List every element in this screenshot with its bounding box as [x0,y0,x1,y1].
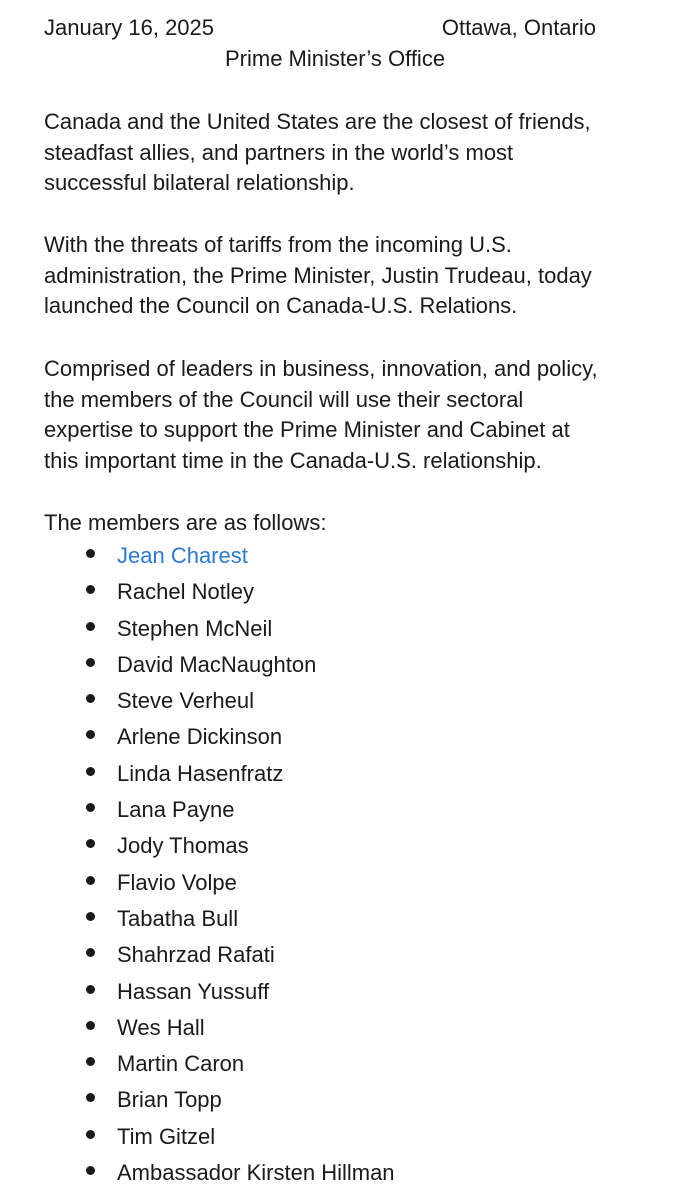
member-name: Brian Topp [117,1087,222,1113]
bullet-icon [86,1130,95,1139]
member-name: Arlene Dickinson [117,724,283,750]
member-link-jean-charest[interactable]: Jean Charest [117,543,248,568]
bullet-icon [86,730,95,739]
bullet-icon [86,767,95,776]
member-name: Steve Verheul [117,688,254,714]
paragraph-line: With the threats of tariffs from the incoming U.S. [44,232,512,257]
paragraph-line: launched the Council on Canada-U.S. Relations. [44,293,518,318]
bullet-icon [86,876,95,885]
bullet-icon [86,1093,95,1102]
member-name: Wes Hall [117,1014,205,1040]
bullet-icon [86,985,95,994]
bullet-icon [86,694,95,703]
issuing-office: Prime Minister’s Office [225,46,446,71]
member-name: Martin Caron [117,1051,245,1077]
bullet-icon [86,1057,95,1066]
bullet-icon [86,585,95,594]
member-name: Tim Gitzel [117,1123,216,1149]
member-name: Ambassador Kirsten Hillman [117,1160,395,1186]
paragraph-line: the members of the Council will use their sectoral [44,386,524,412]
bullet-icon [86,803,95,812]
bullet-icon [86,1166,95,1175]
paragraph-line: this important time in the Canada-U.S. relationship. [44,447,542,473]
paragraph-council-composition [44,354,664,476]
paragraph-line: expertise to support the Prime Minister and Cabinet at [44,417,570,442]
member-name: David MacNaughton [117,651,317,677]
members-intro: The members are as follows: [44,510,327,535]
member-name: Shahrzad Rafati [117,942,275,968]
bullet-icon [86,948,95,957]
member-name: Lana Payne [117,797,235,823]
paragraph-line: steadfast allies, and partners in the world’s most [44,139,514,165]
member-name: Stephen McNeil [117,615,273,641]
bullet-icon [86,839,95,848]
bullet-icon [86,658,95,667]
bullet-icon [86,1021,95,1030]
paragraph-friendship [44,107,664,199]
member-name: Linda Hasenfratz [117,760,284,786]
paragraph-line: administration, the Prime Minister, Justin Trudeau, today [44,262,592,288]
paragraph-council-launch [44,230,664,322]
bullet-icon [86,912,95,921]
release-date: January 16, 2025 [44,15,215,40]
paragraph-line: Canada and the United States are the closest of friends, [44,109,591,134]
member-name: Flavio Volpe [117,869,237,895]
release-location: Ottawa, Ontario [441,15,596,40]
paragraph-line: Comprised of leaders in business, innovation, and policy, [44,356,598,381]
paragraph-line: successful bilateral relationship. [44,170,355,195]
member-name: Hassan Yussuff [117,978,270,1004]
member-name: Rachel Notley [117,579,254,605]
bullet-icon [86,549,95,558]
member-name: Tabatha Bull [117,905,239,931]
member-name: Jody Thomas [117,833,249,859]
dateline [44,13,596,43]
bullet-icon [86,622,95,631]
